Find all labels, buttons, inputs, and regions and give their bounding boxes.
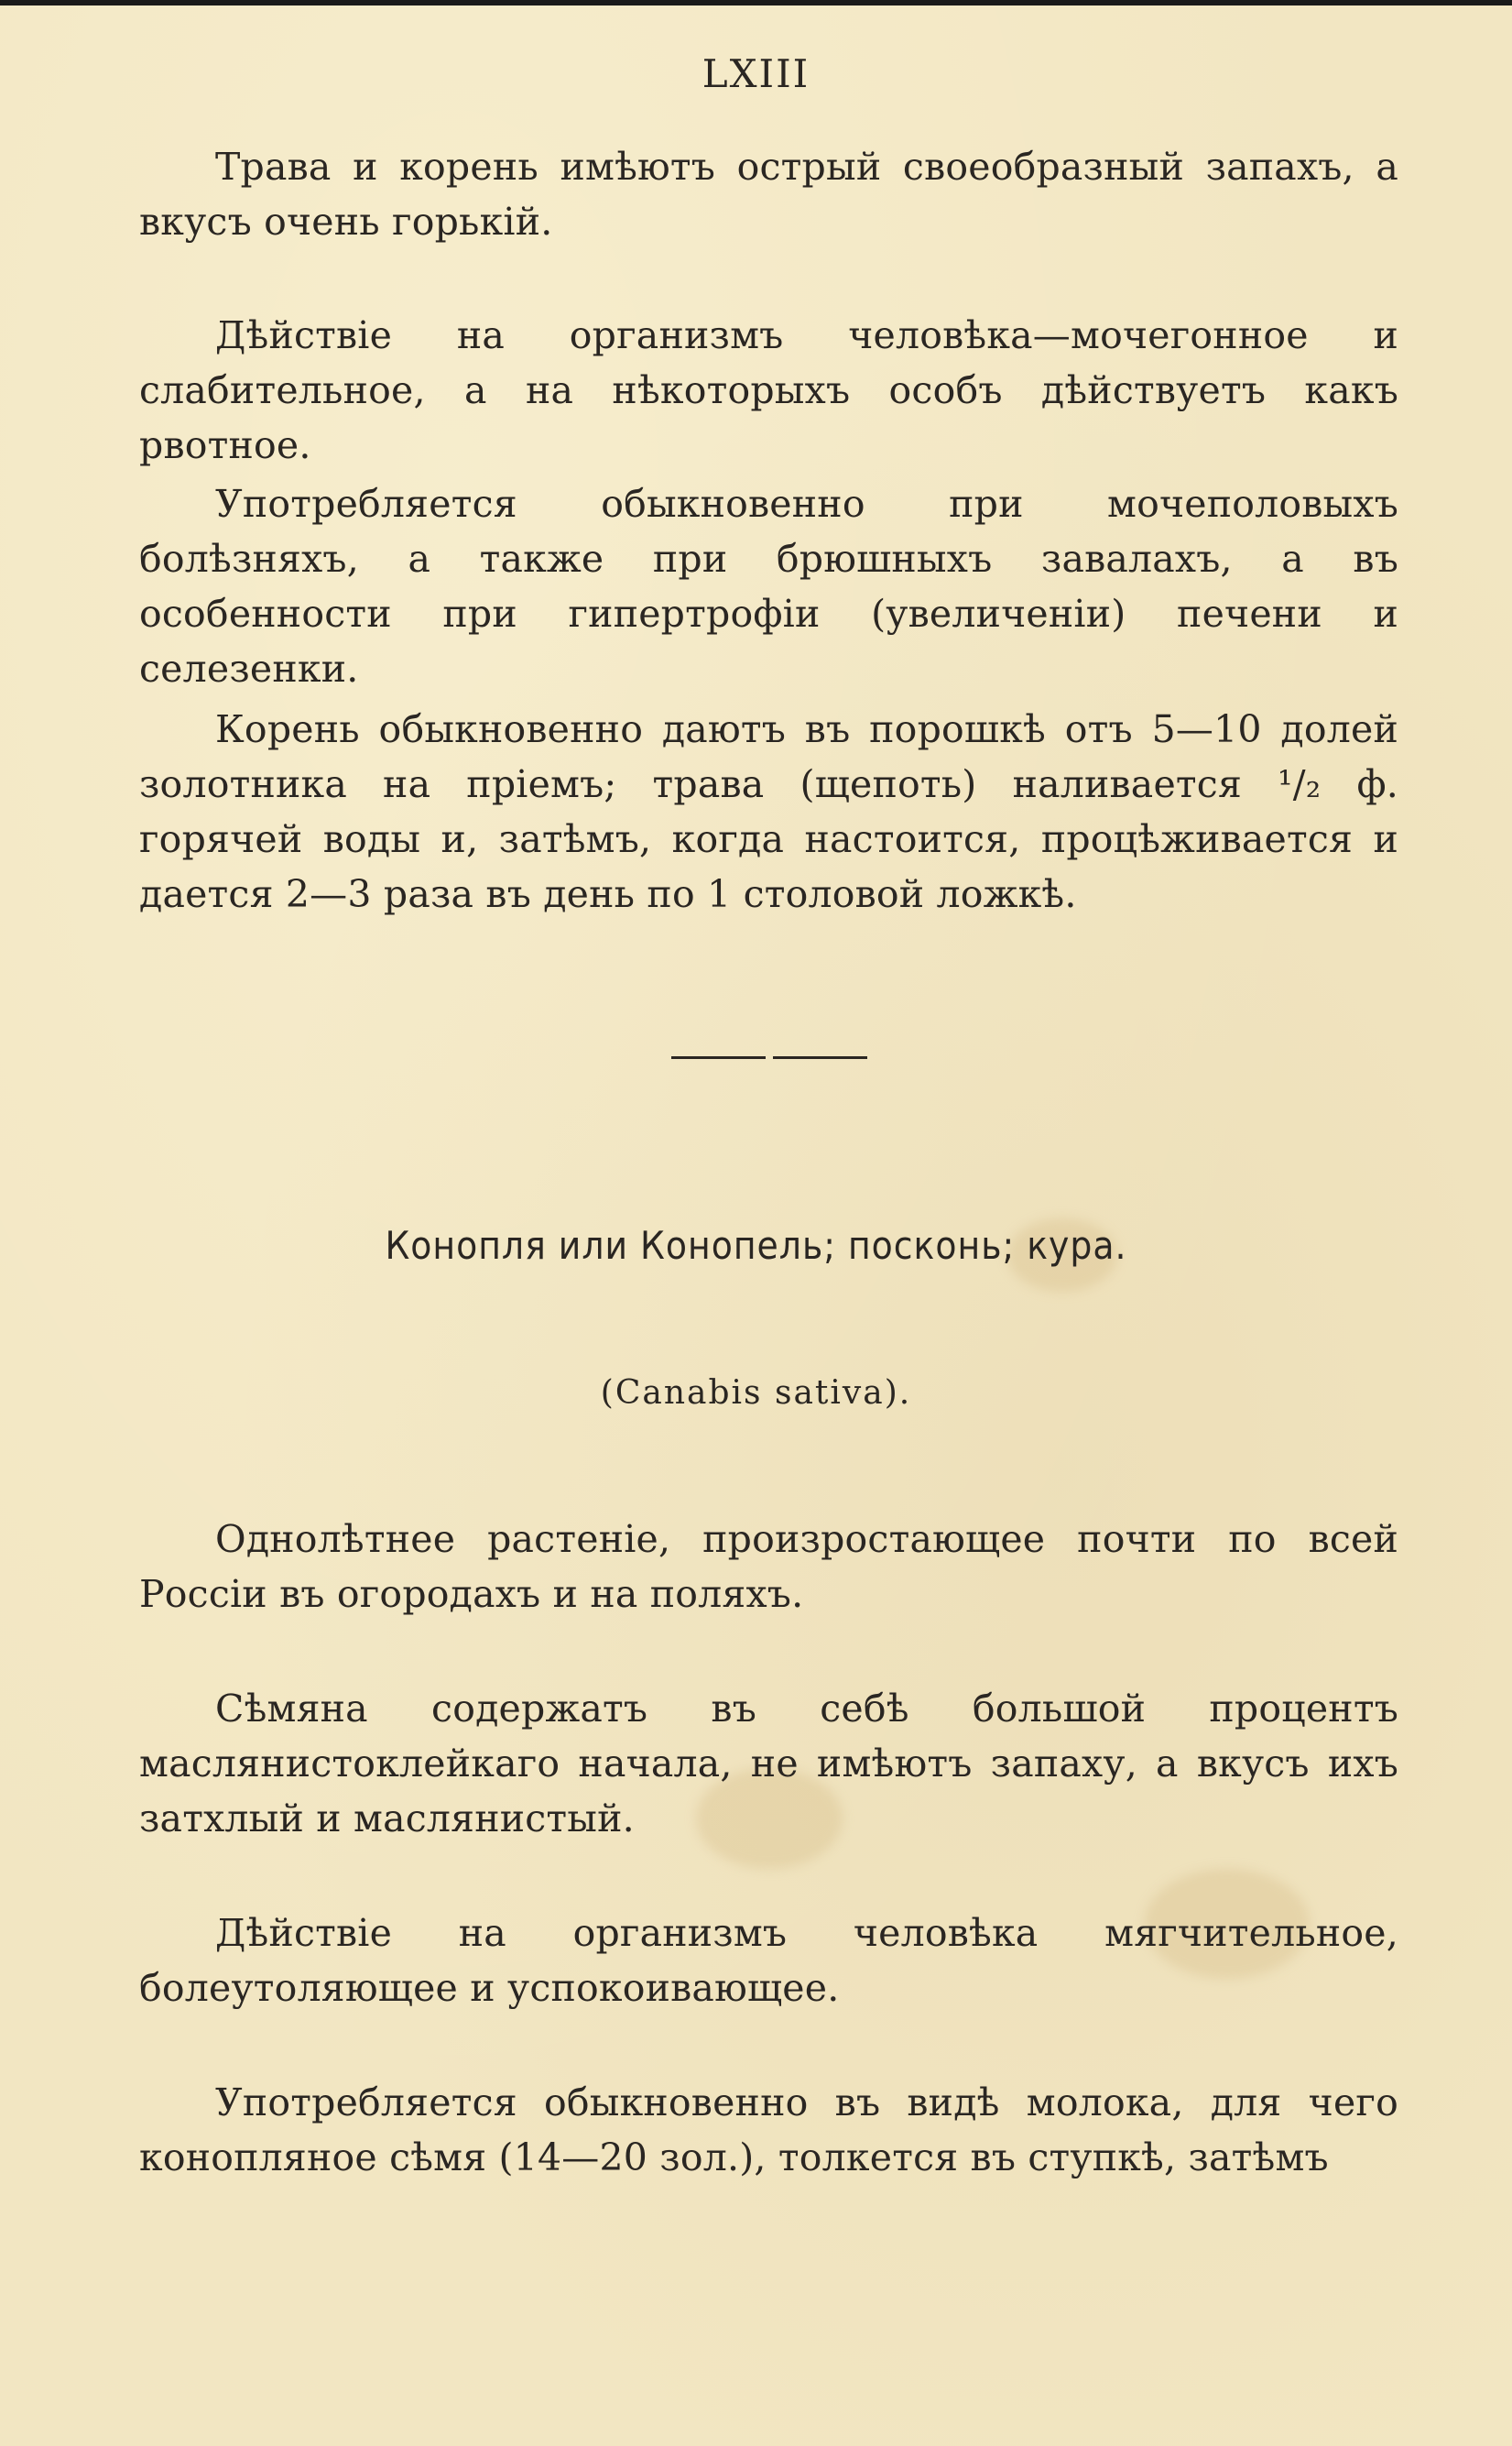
paragraph: Употребляется обыкновенно въ видѣ молока, для чего конопляное сѣмя (14—20 зол.), толкется въ ступкѣ, затѣмъ (139, 2080, 1398, 2179)
paragraph: Корень обыкновенно даютъ въ порошкѣ отъ 5—10 долей золотника на пріемъ; трава (щепоть) наливается ¹/₂ ф. горячей воды и, затѣмъ, когда настоится, процѣживается и дается 2—3 раза въ день по 1 столовой ложкѣ. (139, 707, 1398, 916)
paragraph: Употребляется обыкновенно при мочеполовыхъ болѣзняхъ, а также при брюшныхъ завалахъ, а въ особенности при гипертрофіи (увеличеніи) печени и селезенки. (139, 482, 1398, 691)
divider-line (671, 1056, 766, 1059)
paragraph: Трава и корень имѣютъ острый своеобразный запахъ, а вкусъ очень горькій. (139, 145, 1398, 244)
section-heading: Конопля или Конопель; посконь; кура. (385, 1223, 1127, 1268)
paragraph: Сѣмяна содержатъ въ себѣ большой процентъ маслянистоклейкаго начала, не имѣютъ запаху, а вкусъ ихъ затхлый и маслянистый. (139, 1687, 1398, 1840)
page-number: LXIII (702, 51, 810, 96)
top-edge-rule (0, 0, 1512, 5)
divider-line (773, 1056, 867, 1059)
paragraph: Дѣйствіе на организмъ человѣка мягчительное, болеутоляющее и успокоивающее. (139, 1911, 1398, 2010)
paragraph: Дѣйствіе на организмъ человѣка—мочегонное и слабительное, а на нѣкоторыхъ особъ дѣйствуетъ какъ рвотное. (139, 313, 1398, 467)
latin-name: (Canabis sativa). (600, 1374, 912, 1412)
paragraph: Однолѣтнее растеніе, произростающее почти по всей Россіи въ огородахъ и на поляхъ. (139, 1517, 1398, 1616)
section-divider (671, 1056, 867, 1059)
